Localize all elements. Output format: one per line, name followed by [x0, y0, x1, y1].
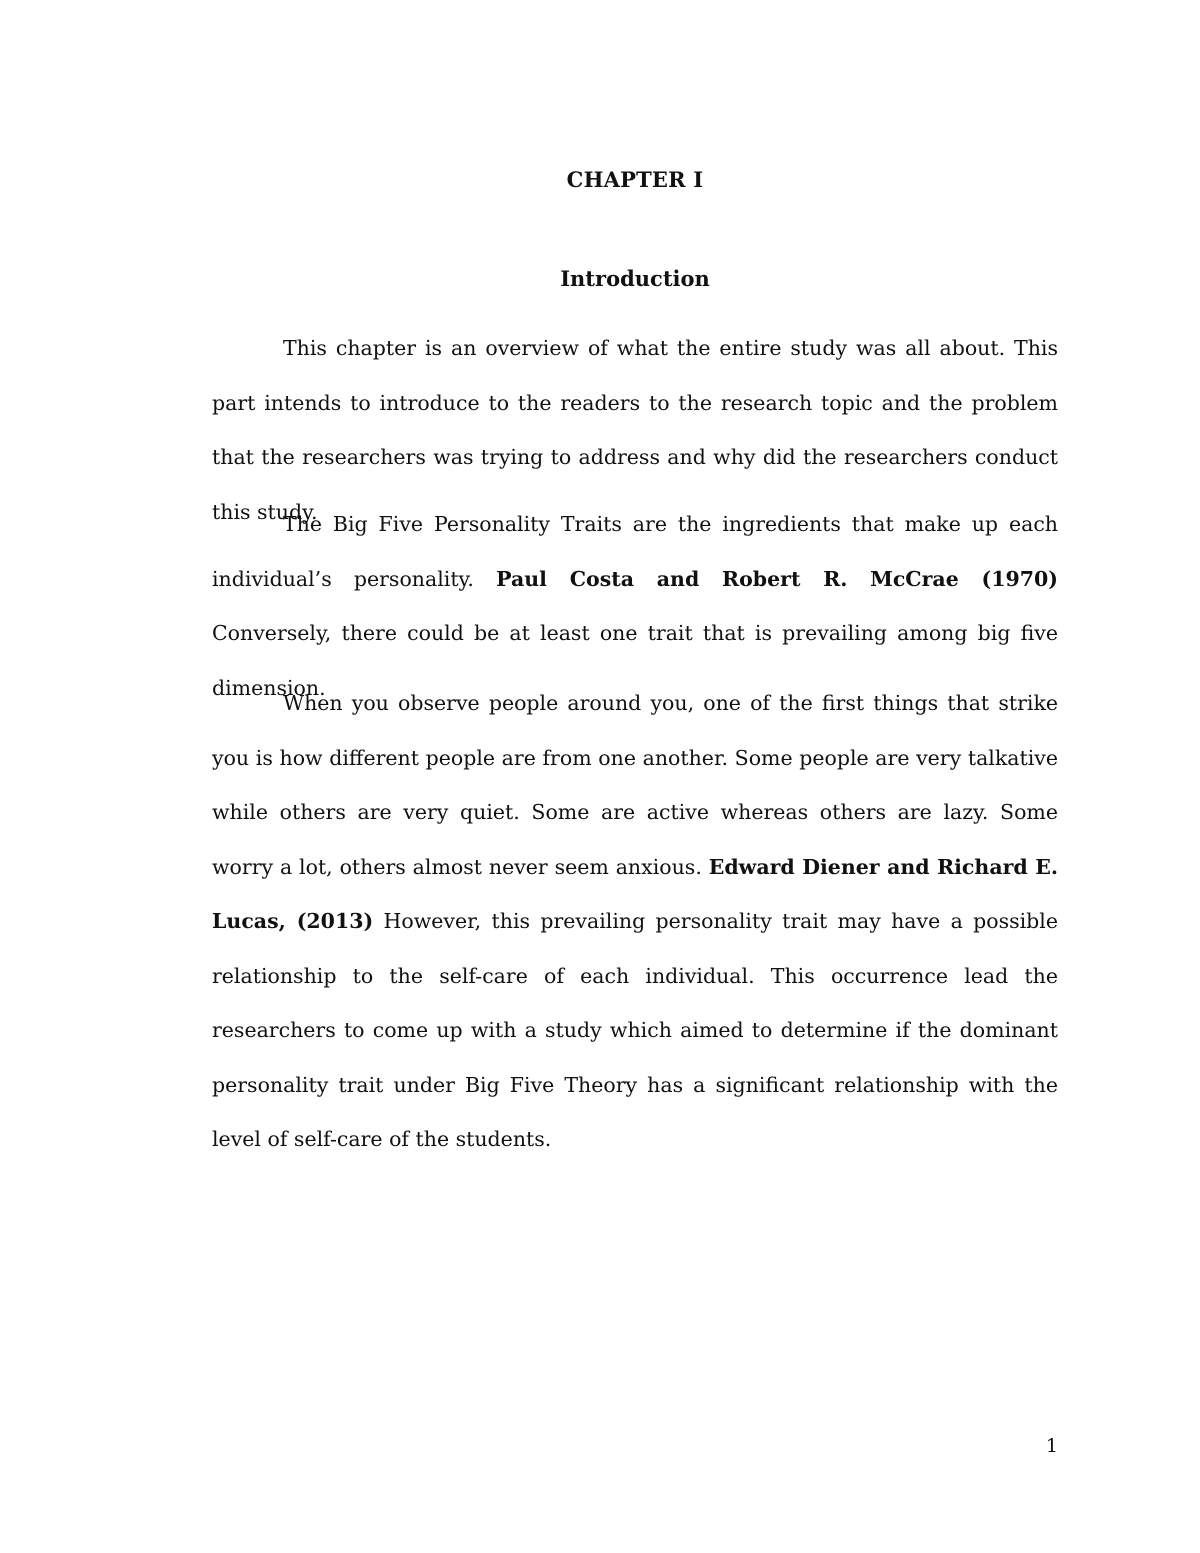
paragraph-big-five-text-after: Conversely, there could be at least one trait that is prevailing among big five dimension.: [212, 621, 1058, 700]
paragraph-observation-text-before: When you observe people around you, one of the first things that strike you is how different people are from one another. Some people are very talkative while others are very quiet. Some are active whereas others are lazy. Some worry a lot, others almost never seem anxious.: [212, 691, 1058, 879]
section-title: Introduction: [560, 266, 710, 291]
paragraph-observation: [212, 676, 1058, 1167]
page-number: 1: [1045, 1435, 1058, 1457]
citation-diener-lucas: Edward Diener and Richard E. Lucas, (2013): [212, 854, 1059, 933]
paragraph-observation-text-after: However, this prevailing personality trait may have a possible relationship to the self-care of each individual. This occurrence lead the researchers to come up with a study which aimed to determine if the dominant personality trait under Big Five Theory has a significant relationship with the level of self-care of the students.: [212, 909, 1058, 1151]
paragraph-big-five-text-before: The Big Five Personality Traits are the ingredients that make up each individual’s personality.: [212, 512, 1058, 591]
chapter-title: CHAPTER I: [566, 167, 704, 192]
citation-costa-mccrae: Paul Costa and Robert R. McCrae (1970): [496, 566, 1058, 591]
paragraph-overview: This chapter is an overview of what the entire study was all about. This part intends to introduce to the readers to the research topic and the problem that the researchers was trying to address and why did the researchers conduct this study.: [212, 336, 1058, 524]
